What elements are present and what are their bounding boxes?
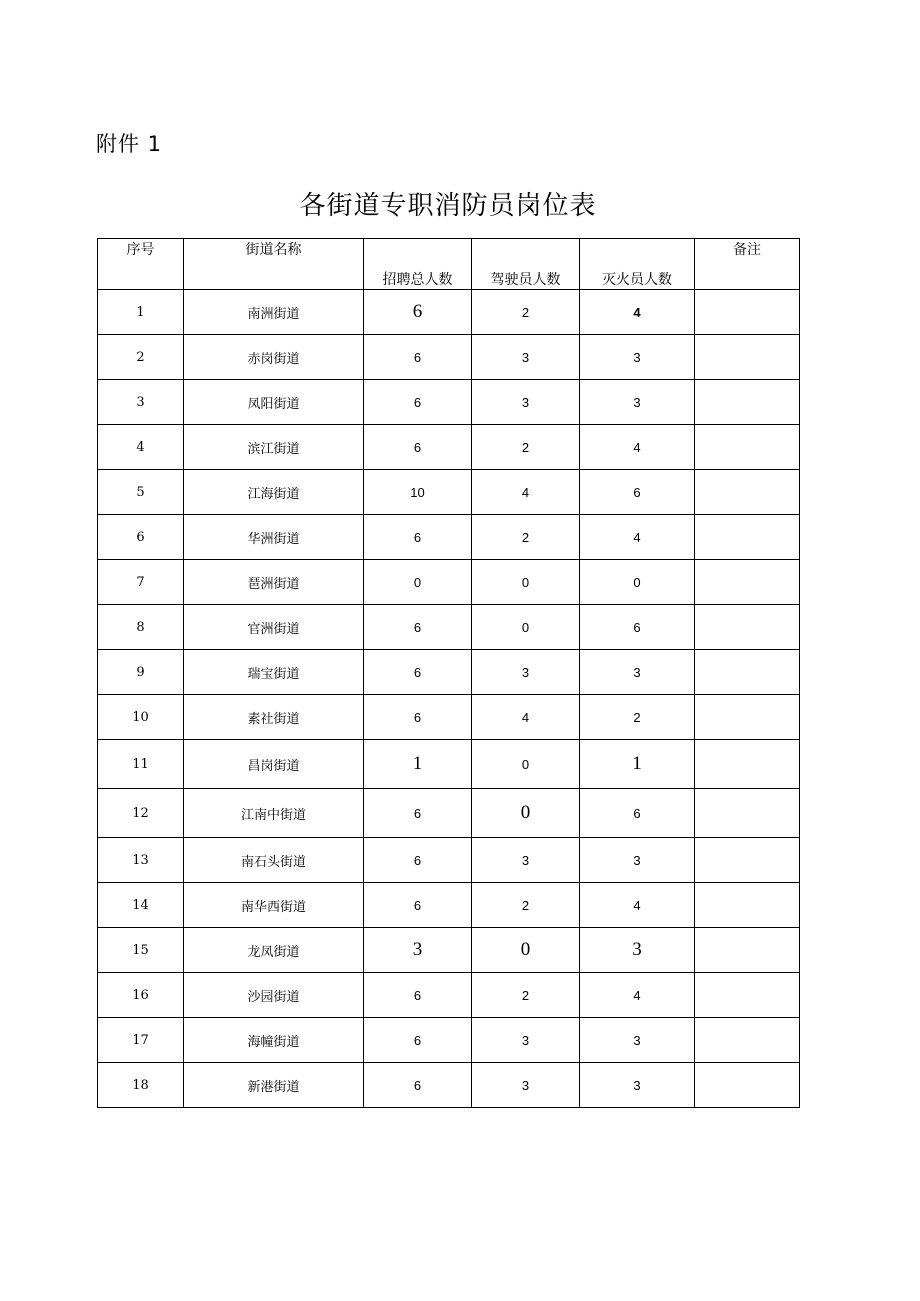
row-index: 11 bbox=[98, 740, 184, 789]
table-row bbox=[98, 290, 800, 335]
row-index: 7 bbox=[98, 560, 184, 605]
header-drivers: 驾驶员人数 bbox=[472, 239, 580, 290]
table-row bbox=[98, 470, 800, 515]
street-name: 凤阳街道 bbox=[184, 380, 364, 425]
note-cell bbox=[695, 1063, 800, 1108]
street-name: 瑞宝街道 bbox=[184, 650, 364, 695]
driver-count: 2 bbox=[472, 515, 580, 560]
driver-count: 3 bbox=[472, 650, 580, 695]
firefighter-count: 3 bbox=[580, 838, 695, 883]
note-cell bbox=[695, 1018, 800, 1063]
street-name: 华洲街道 bbox=[184, 515, 364, 560]
table-row bbox=[98, 740, 800, 789]
row-index: 9 bbox=[98, 650, 184, 695]
total-count: 6 bbox=[364, 380, 472, 425]
street-name: 海幢街道 bbox=[184, 1018, 364, 1063]
total-count: 6 bbox=[364, 605, 472, 650]
note-cell bbox=[695, 695, 800, 740]
firefighter-count: 3 bbox=[580, 650, 695, 695]
row-index: 15 bbox=[98, 928, 184, 973]
header-firefighters: 灭火员人数 bbox=[580, 239, 695, 290]
row-index: 17 bbox=[98, 1018, 184, 1063]
row-index: 13 bbox=[98, 838, 184, 883]
driver-count: 2 bbox=[472, 290, 580, 335]
firefighter-count: 0 bbox=[580, 560, 695, 605]
header-index: 序号 bbox=[98, 239, 184, 290]
firefighter-count: 3 bbox=[580, 380, 695, 425]
total-count: 6 bbox=[364, 290, 472, 335]
row-index: 14 bbox=[98, 883, 184, 928]
street-name: 南华西街道 bbox=[184, 883, 364, 928]
attachment-label: 附件 1 bbox=[96, 132, 163, 156]
note-cell bbox=[695, 928, 800, 973]
table-row bbox=[98, 605, 800, 650]
firefighter-count: 6 bbox=[580, 789, 695, 838]
row-index: 10 bbox=[98, 695, 184, 740]
total-count: 6 bbox=[364, 883, 472, 928]
driver-count: 0 bbox=[472, 560, 580, 605]
firefighter-count: 3 bbox=[580, 928, 695, 973]
row-index: 12 bbox=[98, 789, 184, 838]
table-row bbox=[98, 928, 800, 973]
street-name: 官洲街道 bbox=[184, 605, 364, 650]
row-index: 5 bbox=[98, 470, 184, 515]
total-count: 6 bbox=[364, 335, 472, 380]
total-count: 10 bbox=[364, 470, 472, 515]
total-count: 6 bbox=[364, 1063, 472, 1108]
table-row bbox=[98, 1063, 800, 1108]
total-count: 6 bbox=[364, 425, 472, 470]
driver-count: 3 bbox=[472, 335, 580, 380]
table-row bbox=[98, 515, 800, 560]
table-row bbox=[98, 425, 800, 470]
street-name: 新港街道 bbox=[184, 1063, 364, 1108]
note-cell bbox=[695, 883, 800, 928]
note-cell bbox=[695, 740, 800, 789]
firefighter-count: 4 bbox=[580, 515, 695, 560]
note-cell bbox=[695, 470, 800, 515]
street-name: 素社街道 bbox=[184, 695, 364, 740]
row-index: 18 bbox=[98, 1063, 184, 1108]
driver-count: 2 bbox=[472, 883, 580, 928]
firefighter-count: 1 bbox=[580, 740, 695, 789]
firefighter-count: 4 bbox=[580, 883, 695, 928]
driver-count: 3 bbox=[472, 838, 580, 883]
driver-count: 3 bbox=[472, 380, 580, 425]
total-count: 0 bbox=[364, 560, 472, 605]
post-table bbox=[97, 238, 800, 1108]
total-count: 6 bbox=[364, 838, 472, 883]
header-note: 备注 bbox=[695, 239, 800, 290]
row-index: 6 bbox=[98, 515, 184, 560]
street-name: 琶洲街道 bbox=[184, 560, 364, 605]
firefighter-count: 6 bbox=[580, 470, 695, 515]
note-cell bbox=[695, 973, 800, 1018]
header-street-name: 街道名称 bbox=[184, 239, 364, 290]
total-count: 6 bbox=[364, 695, 472, 740]
row-index: 1 bbox=[98, 290, 184, 335]
table-row bbox=[98, 883, 800, 928]
firefighter-count: 4 bbox=[580, 973, 695, 1018]
note-cell bbox=[695, 380, 800, 425]
note-cell bbox=[695, 838, 800, 883]
total-count: 6 bbox=[364, 789, 472, 838]
header-total: 招聘总人数 bbox=[364, 239, 472, 290]
driver-count: 4 bbox=[472, 470, 580, 515]
total-count: 6 bbox=[364, 650, 472, 695]
street-name: 龙凤街道 bbox=[184, 928, 364, 973]
table-row bbox=[98, 380, 800, 425]
street-name: 南石头街道 bbox=[184, 838, 364, 883]
note-cell bbox=[695, 560, 800, 605]
driver-count: 3 bbox=[472, 1018, 580, 1063]
firefighter-count: 3 bbox=[580, 335, 695, 380]
driver-count: 0 bbox=[472, 605, 580, 650]
note-cell bbox=[695, 335, 800, 380]
note-cell bbox=[695, 650, 800, 695]
total-count: 6 bbox=[364, 1018, 472, 1063]
firefighter-count: 3 bbox=[580, 1063, 695, 1108]
row-index: 3 bbox=[98, 380, 184, 425]
note-cell bbox=[695, 290, 800, 335]
driver-count: 2 bbox=[472, 425, 580, 470]
row-index: 16 bbox=[98, 973, 184, 1018]
table-header-row bbox=[98, 239, 800, 290]
note-cell bbox=[695, 605, 800, 650]
street-name: 赤岗街道 bbox=[184, 335, 364, 380]
driver-count: 0 bbox=[472, 740, 580, 789]
table-row bbox=[98, 1018, 800, 1063]
firefighter-count: 3 bbox=[580, 1018, 695, 1063]
street-name: 昌岗街道 bbox=[184, 740, 364, 789]
table-row bbox=[98, 838, 800, 883]
row-index: 8 bbox=[98, 605, 184, 650]
table-row bbox=[98, 650, 800, 695]
total-count: 6 bbox=[364, 515, 472, 560]
row-index: 4 bbox=[98, 425, 184, 470]
driver-count: 0 bbox=[472, 789, 580, 838]
firefighter-count: 4 bbox=[580, 425, 695, 470]
table-row bbox=[98, 335, 800, 380]
street-name: 滨江街道 bbox=[184, 425, 364, 470]
street-name: 沙园街道 bbox=[184, 973, 364, 1018]
driver-count: 3 bbox=[472, 1063, 580, 1108]
note-cell bbox=[695, 515, 800, 560]
driver-count: 0 bbox=[472, 928, 580, 973]
street-name: 江海街道 bbox=[184, 470, 364, 515]
page-title: 各街道专职消防员岗位表 bbox=[299, 191, 597, 221]
total-count: 6 bbox=[364, 973, 472, 1018]
row-index: 2 bbox=[98, 335, 184, 380]
note-cell bbox=[695, 425, 800, 470]
firefighter-count: 2 bbox=[580, 695, 695, 740]
total-count: 3 bbox=[364, 928, 472, 973]
street-name: 江南中街道 bbox=[184, 789, 364, 838]
street-name: 南洲街道 bbox=[184, 290, 364, 335]
driver-count: 2 bbox=[472, 973, 580, 1018]
total-count: 1 bbox=[364, 740, 472, 789]
firefighter-count: 6 bbox=[580, 605, 695, 650]
table-row bbox=[98, 695, 800, 740]
note-cell bbox=[695, 789, 800, 838]
table-row bbox=[98, 973, 800, 1018]
firefighter-count: 4 bbox=[580, 290, 695, 335]
driver-count: 4 bbox=[472, 695, 580, 740]
table-row bbox=[98, 560, 800, 605]
table-row bbox=[98, 789, 800, 838]
